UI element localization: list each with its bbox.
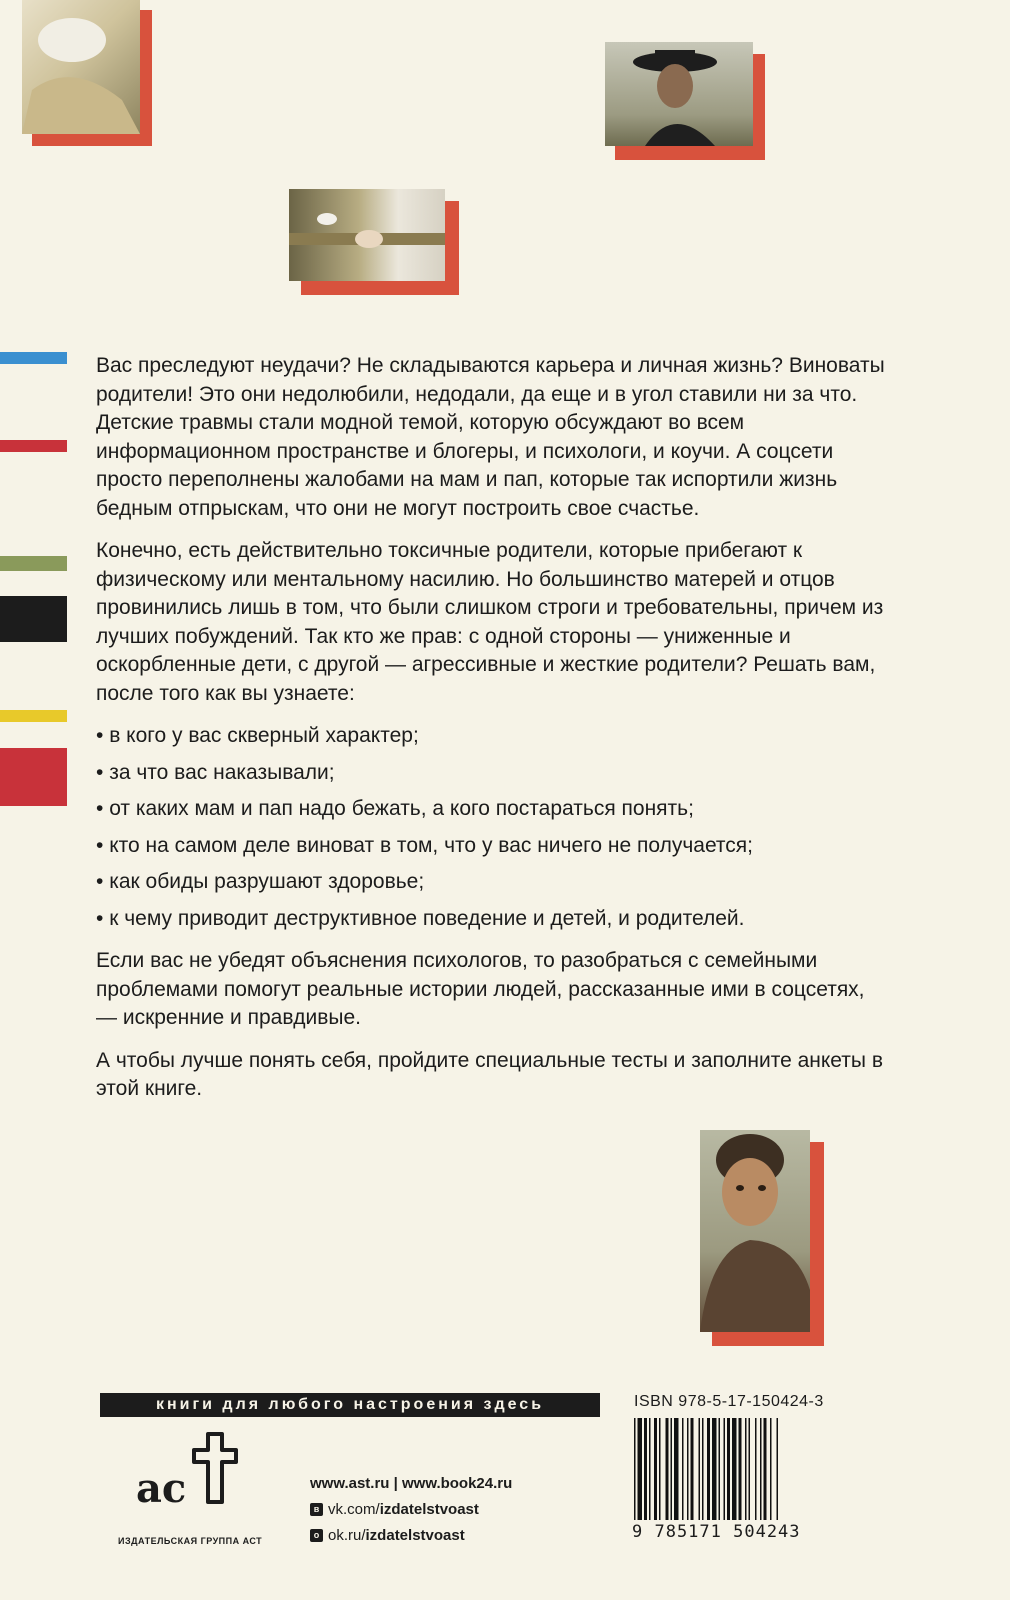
vk-name: izdatelstvoast xyxy=(379,1500,479,1518)
barcode-bar xyxy=(671,1418,673,1520)
barcode-bar xyxy=(749,1418,751,1520)
ok-prefix: ok.ru/ xyxy=(328,1526,366,1544)
blurb xyxy=(96,352,886,1118)
barcode-number: 9 785171 504243 xyxy=(632,1522,801,1542)
stripe-blue xyxy=(0,352,67,364)
publisher-caption: ИЗДАТЕЛЬСКАЯ ГРУППА АСТ xyxy=(118,1536,263,1546)
paragraph: Конечно, есть действительно токсичные родители, которые прибегают к физическому или ментальному насилию. Но большинство матерей и отцов провинились лишь в том, что были слишком строги и требовательны, причем из лучших побуждений. Так кто же прав: с одной стороны — униженные и оскорбленные дети, с другой — агрессивные и жесткие родители? Решать вам, после того как вы узнаете: xyxy=(96,539,884,705)
photo-bandaged-figure xyxy=(22,0,154,146)
barcode-bar xyxy=(755,1418,757,1520)
photo-hands-railing xyxy=(289,189,459,295)
barcode-bar xyxy=(745,1418,747,1520)
list-item: • к чему приводит деструктивное поведение и детей, и родителей. xyxy=(96,905,886,934)
ok-name: izdatelstvoast xyxy=(365,1526,465,1544)
barcode-bar xyxy=(634,1418,636,1520)
photo-boy-portrait xyxy=(700,1130,824,1346)
paragraph: А чтобы лучше понять себя, пройдите специальные тесты и заполните анкеты в этой книге. xyxy=(96,1048,883,1100)
barcode-bar xyxy=(659,1418,661,1520)
barcode-bar xyxy=(777,1418,779,1520)
photo-boy-in-hat xyxy=(605,42,765,160)
website-links[interactable]: www.ast.ru | www.book24.ru xyxy=(310,1474,513,1492)
barcode-bar xyxy=(649,1418,651,1520)
barcode-bar xyxy=(770,1418,772,1520)
barcode-bar xyxy=(707,1418,710,1520)
ast-logo xyxy=(130,1430,270,1510)
slogan-bar: книги для любого настроения здесь xyxy=(100,1393,600,1417)
barcode-bar xyxy=(691,1418,694,1520)
barcode xyxy=(632,1418,836,1520)
paragraph: Вас преследуют неудачи? Не складываются карьера и личная жизнь? Виноваты родители! Это они недолюбили, недодали, да еще и в угол ставили ни за что. Детские травмы стали модной темой, которую обсуждают во всем информационном пространстве и блогеры, и психологи, и коучи. А соцсети просто переполнены жалобами на мам и пап, которые так испортили жизнь бедным отпрыскам, что они не могут построить свое счастье. xyxy=(96,354,885,520)
stripe-olive xyxy=(0,556,67,571)
list-item: • в кого у вас скверный характер; xyxy=(96,722,886,751)
stripe-red-thin xyxy=(0,440,67,452)
barcode-bar xyxy=(674,1418,679,1520)
list-item: • кто на самом деле виноват в том, что у вас ничего не получается; xyxy=(96,832,886,861)
vk-link[interactable] xyxy=(310,1496,512,1522)
ok-link[interactable] xyxy=(310,1522,512,1548)
stripe-black xyxy=(0,596,67,642)
stripe-yellow xyxy=(0,710,67,722)
barcode-bar xyxy=(727,1418,730,1520)
barcode-bar xyxy=(682,1418,684,1520)
publisher-links xyxy=(310,1470,512,1548)
stripe-red-thick xyxy=(0,748,67,806)
barcode-bar xyxy=(732,1418,737,1520)
svg-text:ас: ас xyxy=(136,1465,187,1510)
bullet-list xyxy=(96,722,886,933)
vk-prefix: vk.com/ xyxy=(328,1500,380,1518)
barcode-bar xyxy=(724,1418,726,1520)
barcode-bar xyxy=(666,1418,669,1520)
paragraph: Если вас не убедят объяснения психологов, то разобраться с семейными проблемами помогут реальные истории людей, рассказанные ими в соцсетях, — искренние и правдивые. xyxy=(96,949,865,1029)
barcode-bar xyxy=(699,1418,701,1520)
list-item: • от каких мам и пап надо бежать, а кого постараться понять; xyxy=(96,795,886,824)
barcode-bar xyxy=(760,1418,762,1520)
barcode-bar xyxy=(687,1418,689,1520)
list-item: • как обиды разрушают здоровье; xyxy=(96,868,886,897)
barcode-bar xyxy=(702,1418,704,1520)
vk-icon: в xyxy=(310,1503,323,1516)
barcode-bar xyxy=(719,1418,721,1520)
ok-icon: о xyxy=(310,1529,323,1542)
barcode-bar xyxy=(739,1418,742,1520)
isbn-label: ISBN 978-5-17-150424-3 xyxy=(634,1393,824,1410)
list-item: • за что вас наказывали; xyxy=(96,759,886,788)
barcode-bar xyxy=(638,1418,643,1520)
barcode-bar xyxy=(712,1418,717,1520)
barcode-bar xyxy=(764,1418,767,1520)
barcode-bar xyxy=(644,1418,647,1520)
barcode-bar xyxy=(654,1418,657,1520)
